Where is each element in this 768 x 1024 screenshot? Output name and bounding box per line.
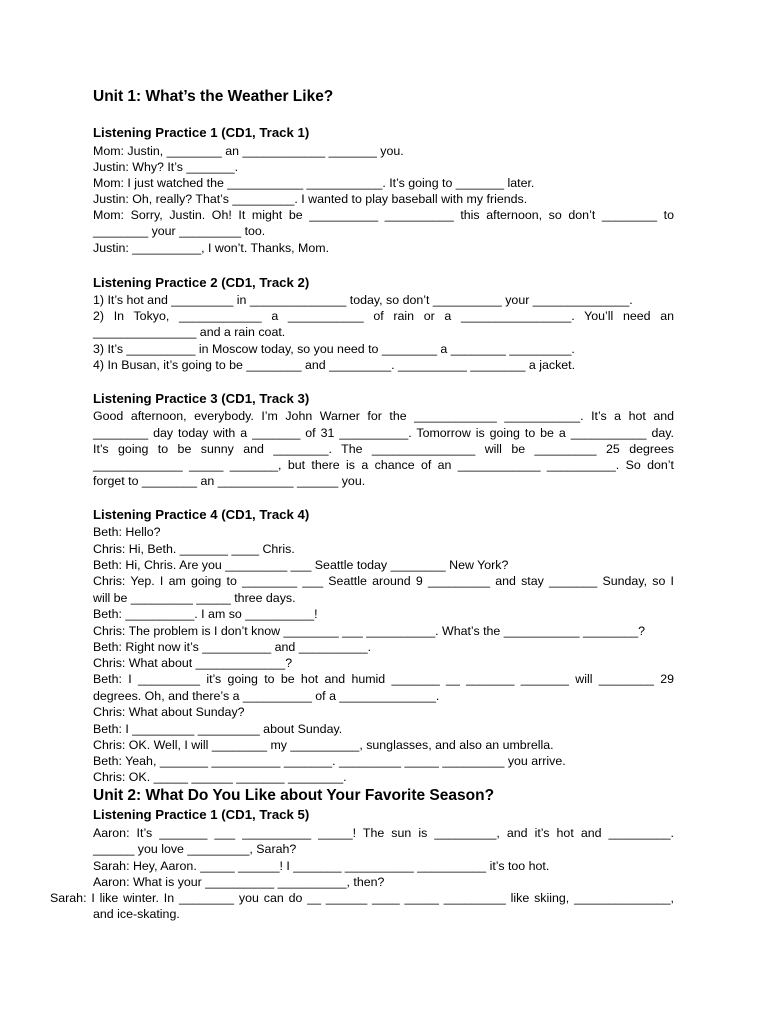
dialogue-line: Beth: Hi, Chris. Are you _________ ___ Seattle today ________ New York? [93,558,509,572]
dialogue-line: Justin: Oh, really? That’s _________. I wanted to play baseball with my friends. [93,192,528,206]
unit1-title: Unit 1: What’s the Weather Like? [93,88,334,105]
dialogue-line: Chris: OK. Well, I will ________ my __________, sunglasses, and also an umbrella. [93,738,554,752]
unit1-lp1-heading: Listening Practice 1 (CD1, Track 1) [93,125,310,140]
dialogue-line: Chris: The problem is I don’t know ________ ___ __________. What’s the ___________ ________? [93,624,646,638]
dialogue-line: Sarah: I like winter. In ________ you can do __ ______ ____ _____ _________ like skiing, ______________, [50,891,674,905]
dialogue-line: Justin: Why? It’s _______. [93,160,239,174]
exercise-line: 4) In Busan, it’s going to be ________ and _________. __________ ________ a jacket. [93,358,576,372]
dialogue-line: ______ you love _________, Sarah? [93,842,297,856]
dialogue-line: Beth: Yeah, _______ __________ _______. _________ _____ _________ you arrive. [93,754,566,768]
paragraph-line: Good afternoon, everybody. I’m John Warner for the ____________ ___________. It’s a hot and [93,409,674,423]
dialogue-line: Chris: OK. _____ ______ _______ ________. [93,770,347,784]
unit1-lp3-heading: Listening Practice 3 (CD1, Track 3) [93,391,310,406]
dialogue-line: will be _________ _____ three days. [93,591,296,605]
dialogue-line: Beth: I _________ _________ about Sunday. [93,722,343,736]
dialogue-line: Chris: Yep. I am going to ________ ___ Seattle around 9 _________ and stay _______ Sunday, so I [93,574,674,588]
paragraph-line: forget to ________ an ___________ ______ you. [93,474,366,488]
dialogue-line: Beth: Right now it’s __________ and __________. [93,640,372,654]
unit2-lp1-heading: Listening Practice 1 (CD1, Track 5) [93,807,310,822]
exercise-line: 1) It’s hot and _________ in ______________ today, so don’t __________ your ______________. [93,293,633,307]
dialogue-line: and ice-skating. [93,907,180,921]
dialogue-line: Sarah: Hey, Aaron. _____ ______! I _______ __________ __________ it’s too hot. [93,859,550,873]
dialogue-line: Beth: I _________ it’s going to be hot and humid _______ __ _______ _______ will ________ 29 [93,672,674,686]
dialogue-line: Mom: Justin, ________ an ____________ _______ you. [93,144,404,158]
dialogue-line: Chris: Hi, Beth. _______ ____ Chris. [93,542,295,556]
exercise-line: _______________ and a rain coat. [93,325,286,339]
dialogue-line: Justin: __________, I won’t. Thanks, Mom. [93,241,330,255]
unit2-title: Unit 2: What Do You Like about Your Favorite Season? [93,787,495,804]
dialogue-line: degrees. Oh, and there’s a __________ of a ______________. [93,689,440,703]
unit1-lp2-heading: Listening Practice 2 (CD1, Track 2) [93,275,310,290]
dialogue-line: Aaron: What is your __________ __________, then? [93,875,385,889]
dialogue-line: Aaron: It’s _______ ___ __________ _____! The sun is _________, and it’s hot and _________. [93,826,674,840]
dialogue-line: ________ your _________ too. [93,224,266,238]
exercise-line: 3) It’s __________ in Moscow today, so you need to ________ a ________ _________. [93,342,575,356]
paragraph-line: _____________ _____ _______, but there is a chance of an ____________ __________. So don’t [93,458,674,472]
exercise-line: 2) In Tokyo, ____________ a ___________ of rain or a ________________. You’ll need an [93,309,674,323]
dialogue-line: Beth: __________. I am so __________! [93,607,318,621]
dialogue-line: Chris: What about _____________? [93,656,293,670]
paragraph-line: It’s going to be sunny and ________. The _______________ will be _________ 25 degrees [93,442,674,456]
dialogue-line: Mom: I just watched the ___________ ___________. It’s going to _______ later. [93,176,535,190]
dialogue-line: Beth: Hello? [93,525,161,539]
dialogue-line: Mom: Sorry, Justin. Oh! It might be __________ __________ this afternoon, so don’t ________ to [93,208,674,222]
paragraph-line: ________ day today with a _______ of 31 __________. Tomorrow is going to be a ___________ day. [93,426,674,440]
unit1-lp4-heading: Listening Practice 4 (CD1, Track 4) [93,507,310,522]
dialogue-line: Chris: What about Sunday? [93,705,245,719]
